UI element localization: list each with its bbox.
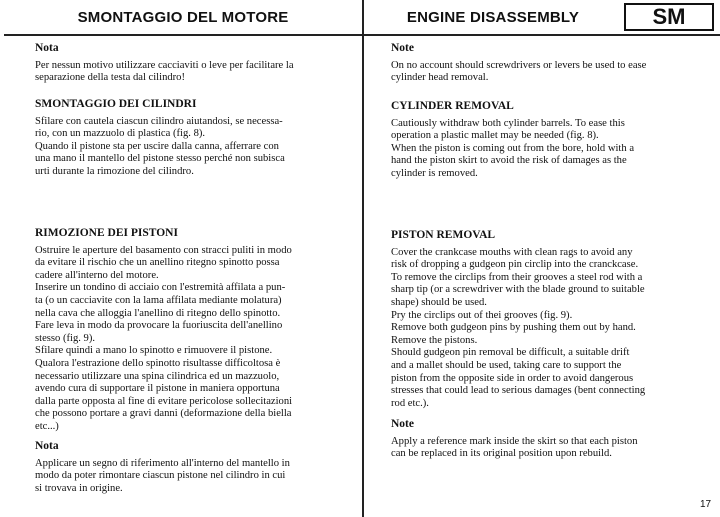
nota-2-text: Applicare un segno di riferimento all'interno del mantello in modo da poter rimontare ciascun pistone nel cilindro in cui si trovava in origine. [35,457,290,494]
page-number: 17 [700,499,712,510]
right-page-header: ENGINE DISASSEMBLY [406,8,580,26]
piston-removal-it-title: RIMOZIONE DEI PISTONI [35,227,178,239]
note-text: On no account should screwdrivers or levers be used to ease cylinder head removal. [391,59,647,84]
nota-2-title: Nota [35,440,59,452]
nota-title: Nota [35,42,59,54]
note-title: Note [391,42,414,54]
note-2-title: Note [391,418,414,430]
note-2-text: Apply a reference mark inside the skirt so that each piston can be replaced in its original position upon rebuild. [391,435,638,460]
nota-text: Per nessun motivo utilizzare cacciaviti o leve per facilitare la separazione della testa dal cilindro! [35,59,294,84]
cylinder-removal-en-title: CYLINDER REMOVAL [391,100,514,112]
cylinder-removal-it-text: Sfilare con cautela ciascun cilindro aiutandosi, se necessa- rio, con un mazzuolo di plastica (fig. 8). Quando il pistone sta per uscire dalla canna, afferrare con una mano il mantello del pistone stesso perché non subisca urti durante la rimozione del cilindro. [35,115,285,177]
cylinder-removal-it-section [35,98,335,179]
cylinder-removal-en-text: Cautiously withdraw both cylinder barrels. To ease this operation a plastic mallet may be needed (fig. 8). When the piston is coming out from the bore, hold with a hand the piston skirt to avoid the risk of damages as the cylinder is removed. [391,117,635,179]
left-page-header: SMONTAGGIO DEL MOTORE [4,0,363,34]
piston-removal-en-title: PISTON REMOVAL [391,229,496,241]
column-divider [362,0,364,517]
note-2-section [391,418,685,461]
nota-section [35,42,335,85]
cylinder-removal-en-section [391,100,685,181]
piston-removal-en-section [391,229,685,410]
piston-removal-en-text: Cover the crankcase mouths with clean rags to avoid any risk of dropping a gudgeon pin circlip into the cranckcase. To remove the circlips from their grooves a steel rod with a sharp tip (or a screwdriver with the blade ground to suitable shape) should be used. Pry the circlips out of thei grooves (fig. 9). Remove both gudgeon pins by pushing them out by hand. Remove the pistons. Should gudgeon pin removal be difficult, a suitable drift and a mallet should be used, taking care to support the piston from the opposite side in order to avoid dangerous stresses that could lead to serious damages (bent connecting rod etc.). [391,246,646,409]
note-section [391,42,685,85]
piston-removal-it-section [35,227,335,434]
piston-removal-it-text: Ostruire le aperture del basamento con stracci puliti in modo da evitare il rischio che un anellino ritegno spinotto possa cadere all'interno del motore. Inserire un tondino di acciaio con l'estremità affilata a pun- ta (o un cacciavite con la lama affilata mediante molatura) nella cava che alloggia l'anellino di ritegno dello spinotto. Fare leva in modo da provocare la fuoriuscita dell'anellino stesso (fig. 9). Sfilare quindi a mano lo spinotto e rimuovere il pistone. Qualora l'estrazione dello spinotto risultasse difficoltosa è necessario utilizzare una spina cilindrica ed un mazzuolo, avendo cura di supportare il pistone in maniera opportuna dalla parte opposta al fine di evitare pericolose sollecitazioni che possono portare a gravi danni (deformazione della biella etc...) [35,244,293,432]
nota-2-section [35,440,335,495]
section-code-badge: SM [624,3,714,31]
cylinder-removal-it-title: SMONTAGGIO DEI CILINDRI [35,98,197,110]
